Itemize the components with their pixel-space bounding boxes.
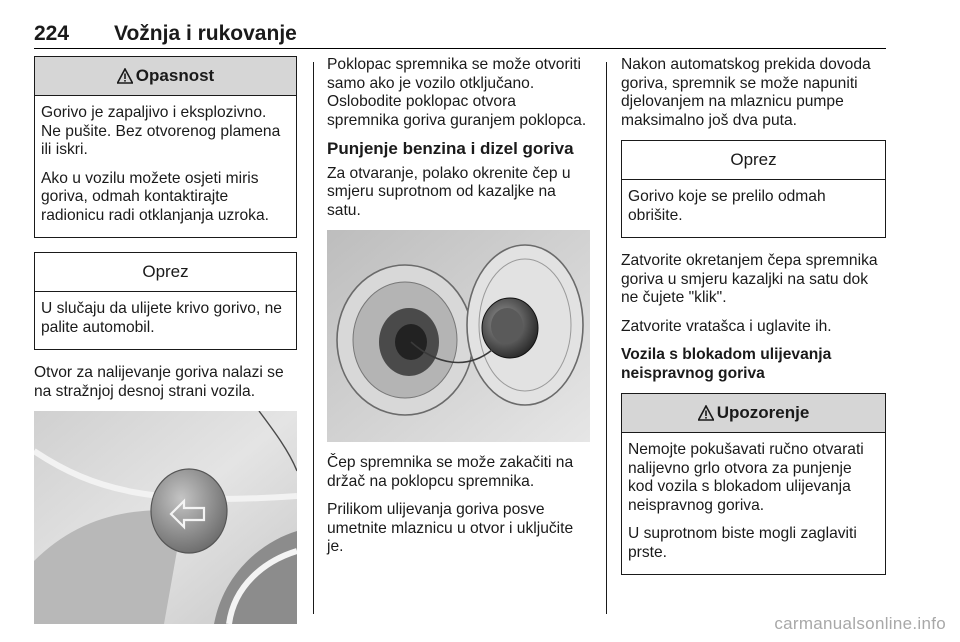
warning-box: [621, 393, 886, 575]
column-1: [34, 56, 297, 636]
section-heading: Punjenje benzina i dizel goriva: [327, 139, 574, 158]
page-header: [34, 22, 886, 49]
intro-text: Poklopac spremnika se može otvoriti samo ako je vozilo otključano. Oslobodite poklopac otvora spremnika goriva guranjem poklopca.: [327, 56, 587, 129]
warning-triangle-icon: [117, 68, 133, 84]
caution-box-title: Oprez: [142, 261, 189, 281]
column-2: [327, 56, 590, 567]
cap-holder-text: Čep spremnika se može zakačiti na držač na poklopcu spremnika.: [327, 454, 574, 490]
caution-box-header: [35, 253, 296, 292]
caution-paragraph: U slučaju da ulijete krivo gorivo, ne palite automobil.: [41, 300, 282, 336]
fuel-cap-illustration: [327, 230, 590, 442]
danger-paragraph: Gorivo je zapaljivo i eksplozivno. Ne pušite. Bez otvorenog plamena ili iskri.: [41, 104, 281, 158]
danger-box-body: [35, 96, 296, 237]
page-title: Vožnja i rukovanje: [114, 22, 297, 45]
warning-triangle-icon: [698, 405, 714, 421]
warning-box-title: Upozorenje: [716, 402, 810, 422]
danger-paragraph: Ako u vozilu možete osjeti miris goriva, odmah kontaktirajte radionicu radi otklanjanja uzroka.: [41, 169, 269, 224]
warning-box-body: [622, 433, 885, 574]
close-cap-text: Zatvorite okretanjem čepa spremnika goriva u smjeru kazaljki na satu dok ne čujete "klik".: [621, 252, 878, 306]
subheading: Vozila s blokadom ulijevanja neispravnog goriva: [621, 346, 832, 382]
warning-box-header: [622, 394, 885, 433]
column-3: [621, 56, 886, 589]
warning-paragraph: U suprotnom biste mogli zaglaviti prste.: [628, 525, 857, 561]
column-divider-2: [606, 62, 607, 614]
caution-paragraph: Gorivo koje se prelilo odmah obrišite.: [628, 188, 826, 224]
caution-box: [621, 140, 886, 238]
page-number: 224: [34, 22, 70, 45]
danger-box: [34, 56, 297, 238]
caution-box-header: [622, 141, 885, 180]
intro-text: Nakon automatskog prekida dovoda goriva, spremnik se može napuniti djelovanjem na mlaznicu pumpe maksimalno još dva puta.: [621, 56, 871, 129]
body-text: Otvor za nalijevanje goriva nalazi se na stražnjoj desnoj strani vozila.: [34, 364, 284, 400]
fuel-door-location-illustration: [34, 411, 297, 624]
nozzle-text: Prilikom ulijevanja goriva posve umetnite mlaznicu u otvor i uključite je.: [327, 501, 574, 555]
column-divider-1: [313, 62, 314, 614]
caution-box-body: [622, 180, 885, 237]
caution-box-title: Oprez: [730, 149, 777, 169]
close-door-text: Zatvorite vratašca i uglavite ih.: [621, 317, 832, 335]
watermark: carmanualsonline.info: [774, 614, 946, 633]
danger-box-title: Opasnost: [135, 65, 215, 85]
caution-box: [34, 252, 297, 350]
caution-box-body: [35, 292, 296, 349]
warning-paragraph: Nemojte pokušavati ručno otvarati nalijevno grlo otvora za punjenje kod vozila s blokadom ulijevanja neispravnog goriva.: [628, 441, 864, 514]
open-instructions: Za otvaranje, polako okrenite čep u smjeru suprotnom od kazaljke na satu.: [327, 164, 571, 219]
danger-box-header: [35, 57, 296, 96]
